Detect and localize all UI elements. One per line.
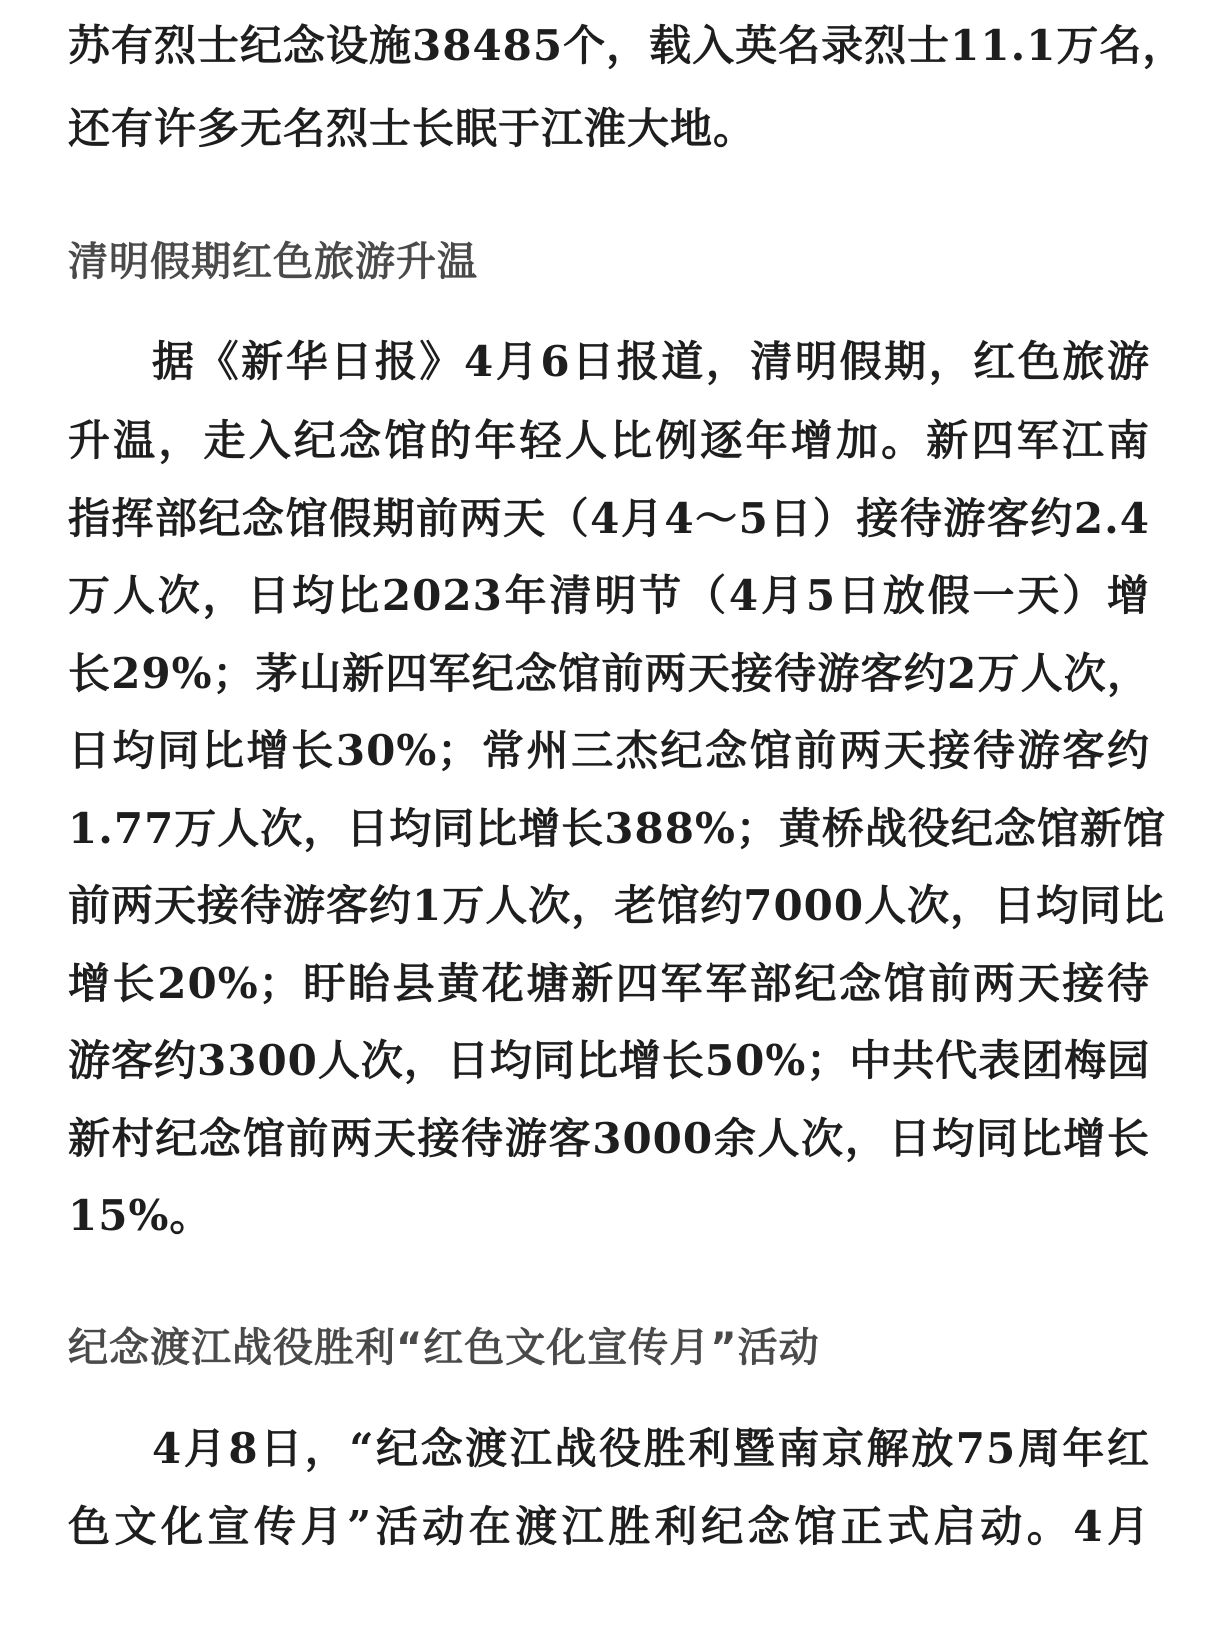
intro-line-1: 苏有烈士纪念设施38485个，载入英名录烈士11.1万名， [68, 21, 1186, 70]
section-1-line-10: 游客约3300人次，日均同比增长50%；中共代表团梅园 [68, 1036, 1151, 1085]
section-1-line-5: 长29%；茅山新四军纪念馆前两天接待游客约2万人次， [68, 649, 1150, 698]
section-1-line-12: 15%。 [68, 1191, 213, 1240]
section-1-line-4: 万人次，日均比2023年清明节（4月5日放假一天）增 [68, 571, 1150, 620]
section-1-line-8: 前两天接待游客约1万人次，老馆约7000人次，日均同比 [68, 881, 1166, 930]
section-2-line-2: 色文化宣传月”活动在渡江胜利纪念馆正式启动。4月 [68, 1502, 1150, 1551]
section-1-line-9: 增长20%；盱眙县黄花塘新四军军部纪念馆前两天接待 [68, 959, 1150, 1008]
section-1-line-6: 日均同比增长30%；常州三杰纪念馆前两天接待游客约 [68, 726, 1150, 775]
section-1-line-7: 1.77万人次，日均同比增长388%；黄桥战役纪念馆新馆 [68, 804, 1166, 853]
section-2-line-1: 4月8日，“纪念渡江战役胜利暨南京解放75周年红 [152, 1424, 1150, 1473]
section-heading-2: 纪念渡江战役胜利“红色文化宣传月”活动 [68, 1325, 820, 1371]
section-1-line-11: 新村纪念馆前两天接待游客3000余人次，日均同比增长 [68, 1114, 1150, 1163]
section-1-line-2: 升温，走入纪念馆的年轻人比例逐年增加。新四军江南 [68, 416, 1150, 465]
section-1-line-1: 据《新华日报》4月6日报道，清明假期，红色旅游 [152, 337, 1150, 386]
section-1-line-3: 指挥部纪念馆假期前两天（4月4～5日）接待游客约2.4 [68, 494, 1150, 543]
section-heading-1: 清明假期红色旅游升温 [68, 239, 478, 285]
intro-line-2: 还有许多无名烈士长眠于江淮大地。 [68, 104, 757, 153]
